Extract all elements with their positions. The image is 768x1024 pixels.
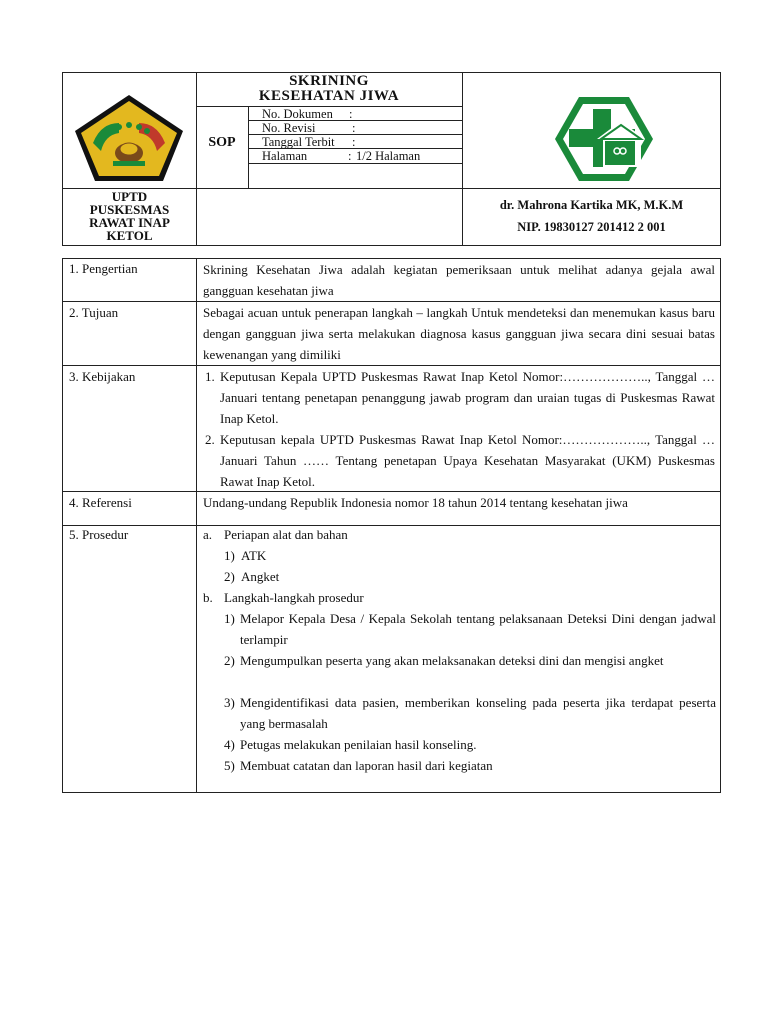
organization-name xyxy=(63,190,196,242)
section-text-pengertian: Skrining Kesehatan Jiwa adalah kegiatan pemeriksaan untuk melihat adanya gejala awal gangguan kesehatan jiwa xyxy=(203,262,715,298)
prosedur-a-item-text: ATK xyxy=(241,548,267,563)
meta-row-no-revisi xyxy=(256,121,464,135)
signer-name: dr. Mahrona Kartika MK, M.K.M xyxy=(499,198,684,212)
prosedur-b-item-number: 5) xyxy=(224,758,235,773)
prosedur-b-title: Langkah-langkah prosedur xyxy=(224,590,364,605)
sop-label: SOP xyxy=(208,135,236,150)
section-label-tujuan: 2. Tujuan xyxy=(69,305,119,320)
section-label-referensi: 4. Referensi xyxy=(69,495,132,510)
org-line: KETOL xyxy=(106,228,153,243)
title-line-2: KESEHATAN JIWA xyxy=(258,88,400,104)
meta-sep: : xyxy=(352,135,356,149)
kebijakan-item-number: 1. xyxy=(205,369,215,384)
meta-value: 1/2 Halaman xyxy=(356,149,421,163)
prosedur-b-item-text: Petugas melakukan penilaian hasil konseling. xyxy=(240,737,477,752)
sop-body-table xyxy=(62,258,721,793)
prosedur-b-item-text: Mengumpulkan peserta yang akan melaksanakan deteksi dini dan mengisi angket xyxy=(240,653,664,668)
district-crest-logo xyxy=(71,93,187,183)
prosedur-b-item-number: 2) xyxy=(224,653,235,668)
section-text-tujuan: Sebagai acuan untuk penerapan langkah – langkah Untuk mendeteksi dan menemukan kasus baru dengan gangguan jiwa serta melakukan diagnosa kasus gangguan jiwa secara dini sesuai batas kewenangan yang dimiliki xyxy=(203,305,715,362)
prosedur-b-label: b. xyxy=(203,590,213,605)
prosedur-a-item-number: 2) xyxy=(224,569,235,584)
prosedur-a-label: a. xyxy=(203,527,213,542)
prosedur-b-item-text: Mengidentifikasi data pasien, memberikan konseling pada peserta jika terdapat peserta yang bermasalah xyxy=(240,695,716,731)
prosedur-a-item-number: 1) xyxy=(224,548,235,563)
kebijakan-item-number: 2. xyxy=(205,432,215,447)
meta-sep: : xyxy=(349,107,353,121)
meta-row-tanggal-terbit xyxy=(256,135,464,149)
header-table xyxy=(62,72,721,246)
meta-row-halaman xyxy=(256,149,464,163)
meta-sep: : xyxy=(352,121,356,135)
section-text-referensi: Undang-undang Republik Indonesia nomor 18 tahun 2014 tentang kesehatan jiwa xyxy=(203,495,628,510)
meta-key: Tanggal Terbit xyxy=(262,135,335,149)
prosedur-a-item-text: Angket xyxy=(241,569,280,584)
meta-key: Halaman xyxy=(262,149,308,163)
puskesmas-logo xyxy=(553,95,655,183)
prosedur-b-item-text: Melapor Kepala Desa / Kepala Sekolah tentang pelaksanaan Deteksi Dini dengan jadwal terlampir xyxy=(240,611,716,647)
kebijakan-item-text: Keputusan kepala UPTD Puskesmas Rawat Inap Ketol Nomor:……………….., Tanggal … Januari Tahun …… Tentang penetapan Upaya Kesehatan Masyarakat (UKM) Puskesmas Rawat Inap Ketol. xyxy=(220,432,715,489)
meta-row-no-dokumen xyxy=(256,107,464,121)
section-label-pengertian: 1. Pengertian xyxy=(69,261,138,276)
meta-key: No. Dokumen xyxy=(262,107,333,121)
prosedur-b-item-number: 3) xyxy=(224,695,235,710)
divider xyxy=(248,106,249,188)
org-line: PUSKESMAS xyxy=(89,202,170,217)
section-label-kebijakan: 3. Kebijakan xyxy=(69,369,136,384)
prosedur-a-title: Periapan alat dan bahan xyxy=(224,527,348,542)
prosedur-b-item-number: 1) xyxy=(224,611,235,626)
title-line-1: SKRINING xyxy=(289,73,369,89)
document-title xyxy=(196,74,462,104)
org-line: UPTD xyxy=(111,189,148,204)
prosedur-b-item-number: 4) xyxy=(224,737,235,752)
divider xyxy=(63,188,720,189)
meta-key: No. Revisi xyxy=(262,121,316,135)
kebijakan-item-text: Keputusan Kepala UPTD Puskesmas Rawat Inap Ketol Nomor:……………….., Tanggal … Januari tentang penetapan penanggung jawab program dan uraian tugas di Puskesmas Rawat Inap Ketol. xyxy=(220,369,715,426)
prosedur-b-item-text: Membuat catatan dan laporan hasil dari kegiatan xyxy=(240,758,493,773)
meta-sep: : xyxy=(348,149,352,163)
signer-nip: NIP. 19830127 201412 2 001 xyxy=(517,220,666,234)
divider xyxy=(63,525,720,526)
org-line: RAWAT INAP xyxy=(89,215,170,230)
divider xyxy=(248,163,462,164)
section-label-prosedur: 5. Prosedur xyxy=(69,527,129,542)
